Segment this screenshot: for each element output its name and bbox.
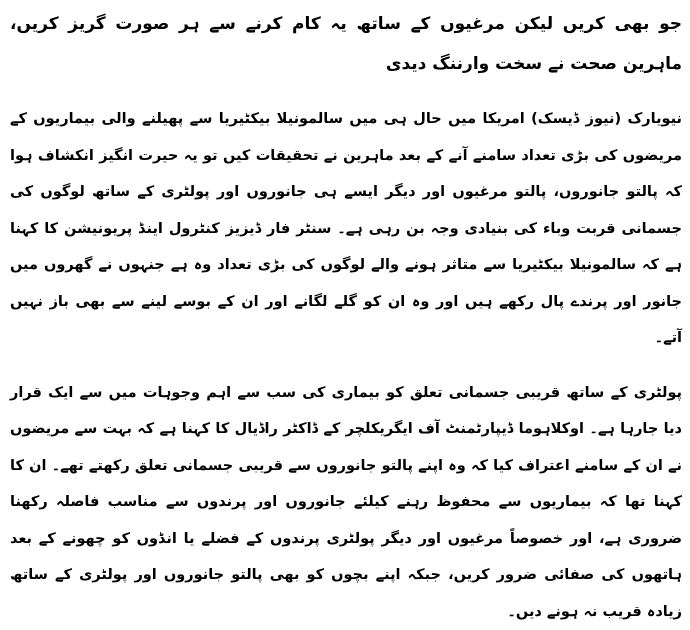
article-headline: جو بھی کریں لیکن مرغیوں کے ساتھ یہ کام کرنے سے ہر صورت گریز کریں، ماہرین صحت نے سخت وارننگ دیدی bbox=[10, 0, 682, 84]
article-paragraph-2: پولٹری کے ساتھ قریبی جسمانی تعلق کو بیماری کی سب سے اہم وجوہات میں سے ایک قرار دیا جارہا ہے۔ اوکلاہوما ڈیپارٹمنٹ آف ایگریکلچر کے ڈاکٹر راڈیال کا کہنا ہے کہ بہت سے مریضوں نے ان کے سامنے اعتراف کیا کہ وہ اپنے پالتو جانوروں سے قریبی جسمانی تعلق رکھتے تھے۔ ان کا کہنا تھا کہ بیماریوں سے محفوظ رہنے کیلئے جانوروں اور پرندوں سے مناسب فاصلہ رکھنا ضروری ہے، اور خصوصاً مرغیوں اور دیگر پولٹری پرندوں کے فضلے یا انڈوں کو چھونے کے بعد ہاتھوں کی صفائی ضرور کریں، جبکہ اپنے بچوں کو بھی پالتو جانوروں اور پولٹری کے ساتھ زیادہ قریب نہ ہونے دیں۔ bbox=[10, 375, 682, 630]
article-paragraph-1: نیویارک (نیوز ڈیسک) امریکا میں حال ہی میں سالمونیلا بیکٹیریا سے پھیلنے والی بیماریوں کے مریضوں کی بڑی تعداد سامنے آنے کے بعد ماہرین نے تحقیقات کیں تو یہ حیرت انگیز انکشاف ہوا کہ پالتو جانوروں، پالتو مرغیوں اور دیگر ایسے ہی جانوروں اور پولٹری کے ساتھ لوگوں کی جسمانی قربت وباء کی بنیادی وجہ بن رہی ہے۔ سنٹر فار ڈیزیز کنٹرول اینڈ پریونیشن کا کہنا ہے کہ سالمونیلا بیکٹیریا سے متاثر ہونے والے لوگوں کی بڑی تعداد وہ ہے جنہوں نے گھروں میں جانور اور پرندے پال رکھے ہیں اور وہ ان کو گلے لگانے اور ان کے بوسے لینے سے بھی باز نہیں آتے۔ bbox=[10, 101, 682, 357]
